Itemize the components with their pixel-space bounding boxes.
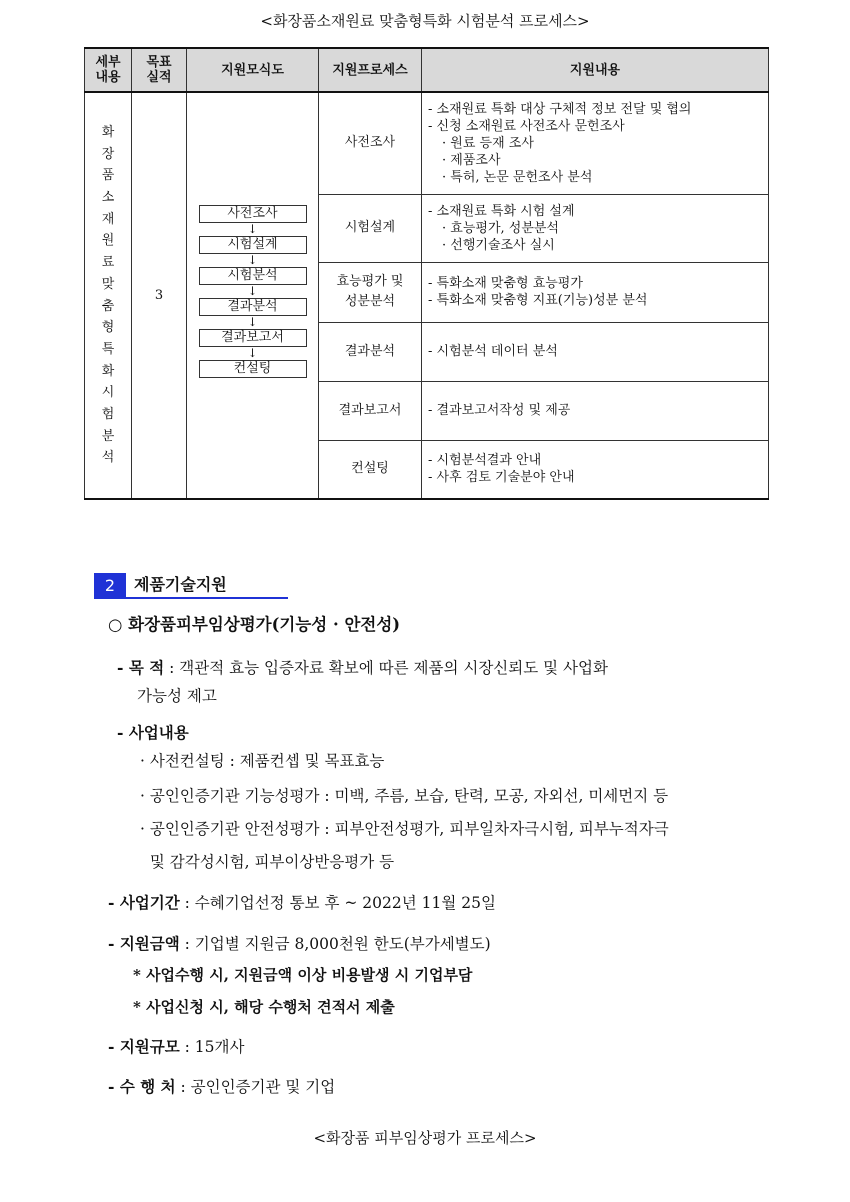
- subsection-title: ○ 화장품피부임상평가(기능성 · 안전성): [108, 615, 401, 634]
- section-number: 2: [94, 573, 126, 599]
- scale-label: - 지원규모: [108, 1037, 180, 1056]
- arrow-down-icon: ↓: [247, 284, 258, 298]
- header-process: 지원프로세스: [319, 48, 422, 92]
- process-content: [422, 381, 769, 440]
- content-line: - 사후 검토 기술분야 안내: [428, 470, 575, 486]
- scale-line: [108, 1036, 244, 1058]
- process-table: [84, 47, 769, 500]
- process-content: [422, 440, 769, 499]
- header-diagram: 지원모식도: [187, 48, 319, 92]
- arrow-down-icon: ↓: [247, 346, 258, 360]
- section-title: 제품기술지원: [126, 573, 288, 599]
- business-item: · 공인인증기관 기능성평가 : 미백, 주름, 보습, 탄력, 모공, 자외선, 미세먼지 등: [140, 787, 669, 805]
- amount-line: [108, 933, 491, 955]
- content-line: - 소재원료 특화 시험 설계: [428, 203, 575, 219]
- amount-label: - 지원금액: [108, 934, 180, 953]
- process-content: [422, 92, 769, 194]
- process-name: 결과보고서: [319, 381, 422, 440]
- performer-text: : 공인인증기관 및 기업: [175, 1078, 336, 1096]
- arrow-down-icon: ↓: [247, 253, 258, 267]
- arrow-down-icon: ↓: [247, 222, 258, 236]
- flow-step: 결과보고서: [199, 329, 307, 347]
- flow-step: 사전조사: [199, 205, 307, 223]
- header-content: 지원내용: [422, 48, 769, 92]
- purpose-label: - 목 적: [117, 658, 165, 677]
- business-item: 및 감각성시험, 피부이상반응평가 등: [140, 853, 395, 871]
- note-line: * 사업신청 시, 해당 수행처 견적서 제출: [133, 998, 395, 1016]
- process-content: [422, 194, 769, 262]
- process-name: 컨설팅: [319, 440, 422, 499]
- purpose-line-2: 가능성 제고: [137, 687, 217, 705]
- target-cell: 3: [132, 92, 187, 499]
- period-text: : 수혜기업선정 통보 후 ~ 2022년 11월 25일: [179, 894, 496, 912]
- flow-step: 시험분석: [199, 267, 307, 285]
- content-line: · 원료 등재 조사: [442, 135, 534, 151]
- category-cell: [85, 92, 132, 499]
- performer-line: [108, 1076, 335, 1098]
- table-caption: <화장품소재원료 맞춤형특화 시험분석 프로세스>: [260, 12, 590, 30]
- scale-text: : 15개사: [179, 1038, 245, 1056]
- header-target: 목표 실적: [132, 48, 187, 92]
- purpose-line: [117, 657, 608, 679]
- business-label: - 사업내용: [117, 723, 189, 742]
- flow-step: 결과분석: [199, 298, 307, 316]
- business-item: · 공인인증기관 안전성평가 : 피부안전성평가, 피부일차자극시험, 피부누적자극: [140, 820, 669, 838]
- performer-label: - 수 행 처: [108, 1077, 176, 1096]
- content-line: · 선행기술조사 실시: [442, 237, 555, 253]
- content-line: - 시험분석 데이터 분석: [428, 344, 558, 359]
- purpose-text: : 객관적 효능 입증자료 확보에 따른 제품의 시장신뢰도 및 사업화: [164, 659, 608, 677]
- diagram-cell: [187, 92, 319, 499]
- content-line: · 특허, 논문 문헌조사 분석: [442, 169, 593, 185]
- process-name: 사전조사: [319, 92, 422, 194]
- content-line: - 시험분석결과 안내: [428, 453, 542, 469]
- flow-diagram: [188, 205, 317, 378]
- note-line: * 사업수행 시, 지원금액 이상 비용발생 시 기업부담: [133, 966, 473, 984]
- flow-step: 컨설팅: [199, 360, 307, 378]
- process-name: 효능평가 및 성분분석: [319, 262, 422, 322]
- section-heading: [94, 573, 288, 599]
- period-label: - 사업기간: [108, 893, 180, 912]
- content-line: - 소재원료 특화 대상 구체적 정보 전달 및 협의: [428, 101, 692, 117]
- content-line: · 효능평가, 성분분석: [442, 220, 559, 236]
- content-line: - 결과보고서작성 및 제공: [428, 403, 571, 418]
- arrow-down-icon: ↓: [247, 315, 258, 329]
- bottom-caption: <화장품 피부임상평가 프로세스>: [313, 1129, 537, 1147]
- process-name: 시험설계: [319, 194, 422, 262]
- content-line: - 특화소재 맞춤형 효능평가: [428, 276, 583, 291]
- content-line: · 제품조사: [442, 152, 501, 168]
- process-content: [422, 322, 769, 381]
- content-line: - 특화소재 맞춤형 지표(기능)성분 분석: [428, 293, 648, 308]
- content-line: - 신청 소재원료 사전조사 문헌조사: [428, 118, 625, 134]
- amount-text: : 기업별 지원금 8,000천원 한도(부가세별도): [179, 935, 491, 953]
- business-item: · 사전컨설팅 : 제품컨셉 및 목표효능: [140, 752, 385, 770]
- process-name: 결과분석: [319, 322, 422, 381]
- flow-step: 시험설계: [199, 236, 307, 254]
- process-content: [422, 262, 769, 322]
- category-vertical-text: 화장품소재원료맞춤형특화시험분석: [101, 124, 115, 466]
- period-line: [108, 892, 496, 914]
- header-detail: 세부 내용: [85, 48, 132, 92]
